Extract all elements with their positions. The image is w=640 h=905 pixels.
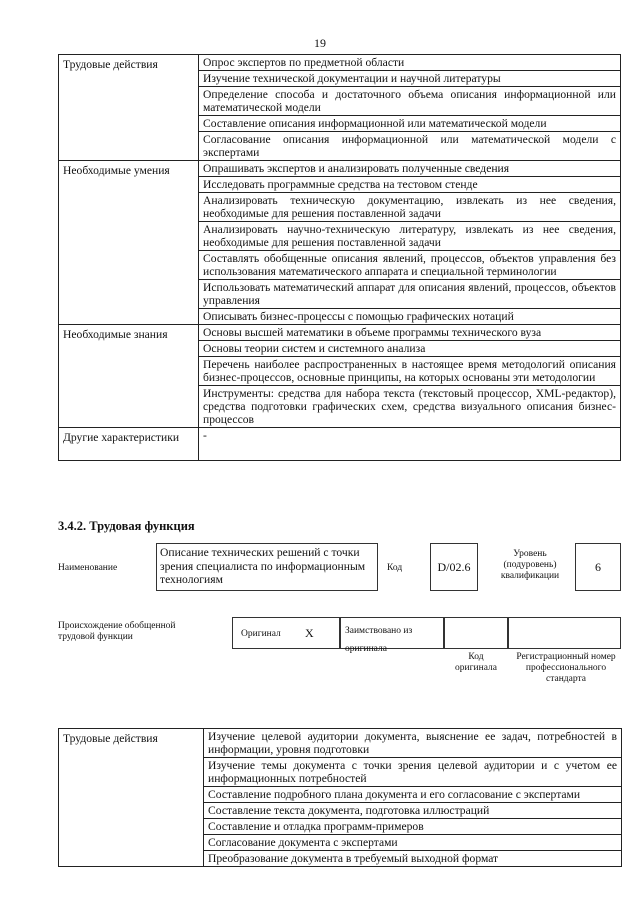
registration-number-caption: Регистрационный номер профессионального стандарта	[516, 652, 616, 684]
table-cell: Составление и отладка программ-примеров	[204, 819, 622, 835]
table-row	[59, 55, 621, 71]
table-row	[59, 729, 622, 758]
table-cell: -	[199, 428, 621, 461]
table-cell: Исследовать программные средства на тестовом стенде	[199, 177, 621, 193]
function-name: Описание технических решений с точки зрения специалиста по информационным технологиям	[160, 546, 366, 586]
table-cell: Преобразование документа в требуемый выходной формат	[204, 851, 622, 867]
table-cell: Описывать бизнес-процессы с помощью графических нотаций	[199, 309, 621, 325]
table-cell: Перечень наиболее распространенных в настоящее время методологий описания бизнес-процессов, основные принципы, на которых основаны эти методологии	[199, 357, 621, 386]
level-box	[575, 543, 621, 591]
labor-actions-table	[58, 728, 622, 867]
original-code-caption: Код оригинала	[455, 652, 497, 673]
origin-label: Происхождение обобщенной трудовой функции	[58, 621, 176, 642]
requirements-table	[58, 54, 621, 461]
category-label: Трудовые действия	[59, 729, 204, 867]
category-label: Необходимые умения	[59, 161, 199, 325]
borrowed-label: Заимствовано из оригинала	[345, 626, 413, 654]
table-cell: Изучение темы документа с точки зрения целевой аудитории и с учетом ее информационных потребностей	[204, 758, 622, 787]
level-label: Уровень (подуровень) квалификации	[500, 549, 560, 581]
original-mark: X	[305, 626, 314, 640]
table-row	[59, 428, 621, 461]
table-cell: Составление текста документа, подготовка иллюстраций	[204, 803, 622, 819]
table-cell: Согласование описания информационной или математической модели с экспертами	[199, 132, 621, 161]
name-label: Наименование	[58, 563, 118, 573]
table-cell: Опрашивать экспертов и анализировать полученные сведения	[199, 161, 621, 177]
original-box	[232, 617, 340, 649]
registration-number-box	[508, 617, 621, 649]
table-cell: Инструменты: средства для набора текста (текстовый процессор, XML-редактор), средства подготовки графических схем, средства визуального описания бизнес-процессов	[199, 386, 621, 428]
category-label: Трудовые действия	[59, 55, 199, 161]
table-cell: Основы высшей математики в объеме программы технического вуза	[199, 325, 621, 341]
code-label: Код	[387, 563, 403, 573]
function-code-box	[430, 543, 478, 591]
category-label: Необходимые знания	[59, 325, 199, 428]
table-cell: Изучение технической документации и научной литературы	[199, 71, 621, 87]
category-label: Другие характеристики	[59, 428, 199, 461]
function-code: D/02.6	[437, 559, 471, 574]
table-cell: Анализировать техническую документацию, извлекать из нее сведения, необходимые для решения поставленной задачи	[199, 193, 621, 222]
table-cell: Определение способа и достаточного объема описания информационной или математической модели	[199, 87, 621, 116]
table-cell: Изучение целевой аудитории документа, выяснение ее задач, потребностей в информации, уровня подготовки	[204, 729, 622, 758]
table-row	[59, 161, 621, 177]
section-heading: 3.4.2. Трудовая функция	[58, 519, 195, 533]
table-cell: Опрос экспертов по предметной области	[199, 55, 621, 71]
table-cell: Составление подробного плана документа и его согласование с экспертами	[204, 787, 622, 803]
table-cell: Анализировать научно-техническую литературу, извлекать из нее сведения, необходимые для решения поставленной задачи	[199, 222, 621, 251]
table-cell: Составлять обобщенные описания явлений, процессов, объектов управления без использования математического аппарата и специальной терминологии	[199, 251, 621, 280]
page-number: 19	[314, 36, 326, 50]
table-row	[59, 325, 621, 341]
table-cell: Составление описания информационной или математической модели	[199, 116, 621, 132]
function-name-box	[156, 543, 378, 591]
table-cell: Основы теории систем и системного анализа	[199, 341, 621, 357]
table-cell: Использовать математический аппарат для описания явлений, процессов, объектов управления	[199, 280, 621, 309]
original-label: Оригинал	[241, 629, 281, 639]
level-value: 6	[595, 559, 601, 574]
original-code-box	[444, 617, 508, 649]
table-cell: Согласование документа с экспертами	[204, 835, 622, 851]
borrowed-box	[340, 617, 444, 654]
